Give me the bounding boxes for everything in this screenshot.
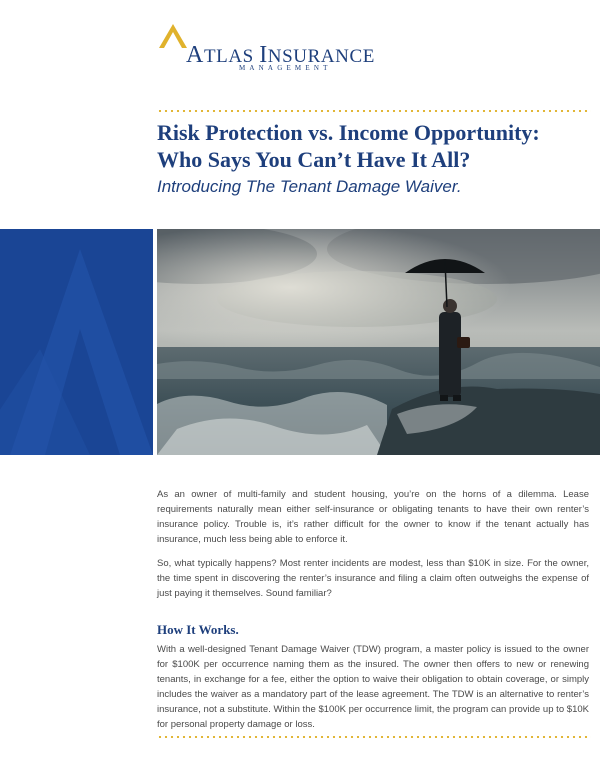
intro-paragraph: As an owner of multi-family and student housing, you’re on the horns of a dilemma. Lease requirements naturally mean either self-insurance or obligating tenants to have their own renter’s insurance policy. Trouble is, it’s rather difficult for the owner to know if the tenant actually has insurance, much less being able to enforce it.	[157, 489, 589, 545]
how-it-works-heading: How It Works.	[157, 622, 239, 637]
page-subtitle: Introducing The Tenant Damage Waiver.	[157, 177, 462, 196]
businessman-on-rock-photo	[157, 229, 600, 455]
logo-wordmark: ATLAS INSURANCE	[186, 42, 375, 68]
dotted-divider-top	[157, 110, 591, 112]
company-logo	[157, 22, 375, 72]
dotted-divider-bottom	[157, 736, 591, 738]
hero-photo	[157, 229, 600, 455]
hero-blue-panel	[0, 229, 153, 455]
problem-paragraph: So, what typically happens? Most renter incidents are modest, less than $10K in size. For the owner, the time spent in discovering the renter’s insurance and filing a claim often outweighs the expense of just paying it themselves. Sound familiar?	[157, 558, 589, 599]
mountain-icon	[0, 229, 153, 455]
logo-subtitle: MANAGEMENT	[239, 64, 332, 72]
how-it-works-paragraph: With a well-designed Tenant Damage Waiver (TDW) program, a master policy is issued to the owner for $100K per occurrence naming them as the insured. The owner then offers to new or renewing tenants, in exchange for a fee, either the option to waive their obligation to obtain coverage, or simply includes the waiver as a mandatory part of the lease agreement. The TDW is an alternative to renter’s insurance, not a substitute. Within the $100K per occurrence limit, the program can provide up to $10K for personal property damage or loss.	[157, 644, 589, 730]
page-title: Risk Protection vs. Income Opportunity: Who Says You Can’t Have It All?	[157, 120, 540, 172]
mountain-logo-icon	[157, 22, 189, 48]
